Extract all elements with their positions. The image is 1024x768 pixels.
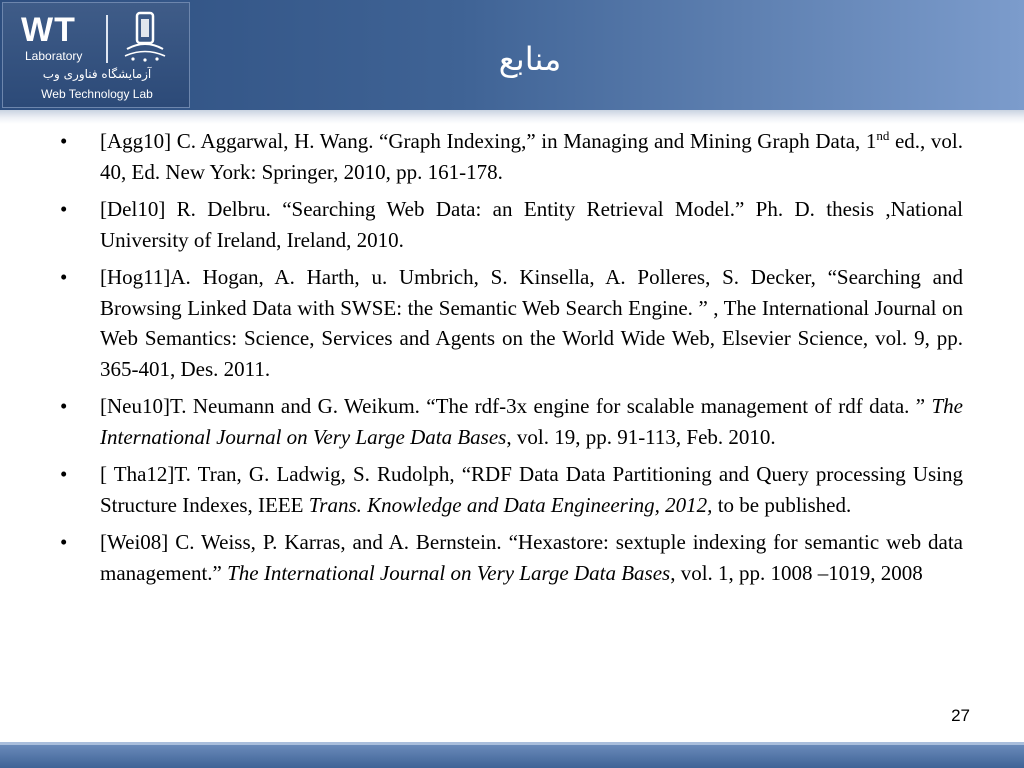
reference-text: The International Journal on Very Large Data Bases xyxy=(227,560,671,585)
reference-item xyxy=(60,194,963,255)
logo-wt-text: WT xyxy=(21,11,76,49)
reference-item xyxy=(60,262,963,384)
reference-item xyxy=(60,126,963,187)
header-shadow xyxy=(0,110,1024,124)
bullet: • xyxy=(60,530,68,554)
logo-persian-name: آزمایشگاه فناوری وب xyxy=(42,67,152,81)
reference-text: nd xyxy=(876,128,890,143)
reference-text: [Del10] R. Delbru. “Searching Web Data: an Entity Retrieval Model.” Ph. D. thesis ,National University of Ireland, Ireland, 2010. xyxy=(100,197,963,252)
reference-text: The International Journal on Very Large Data Bases xyxy=(100,394,963,449)
slide-footer-bar xyxy=(0,742,1024,768)
bullet: • xyxy=(60,197,68,221)
reference-text: ed., vol. 40, Ed. New York: Springer, 2010, pp. 161-178. xyxy=(100,129,963,184)
university-emblem-icon xyxy=(119,9,171,65)
logo-divider xyxy=(106,15,108,63)
bullet: • xyxy=(60,265,68,289)
reference-text: , vol. 19, pp. 91-113, Feb. 2010. xyxy=(506,424,776,449)
reference-text: , vol. 1, pp. 1008 –1019, 2008 xyxy=(670,560,923,585)
reference-item xyxy=(60,527,963,588)
lab-logo xyxy=(2,2,190,108)
logo-english-name: Web Technology Lab xyxy=(41,87,153,101)
slide-header xyxy=(0,0,1024,110)
slide-title: منابع xyxy=(498,40,562,78)
reference-text: to be published. xyxy=(712,492,852,517)
reference-text: [Neu10]T. Neumann and G. Weikum. “The rdf-3x engine for scalable management of rdf data. ” xyxy=(100,394,932,418)
reference-text: [ Tha12]T. Tran, G. Ladwig, S. Rudolph, “RDF Data Data Partitioning and Query processing Using Structure Indexes, IEEE xyxy=(100,462,963,517)
reference-item xyxy=(60,459,963,520)
footer-highlight xyxy=(0,742,1024,745)
reference-item xyxy=(60,391,963,452)
reference-text: Trans. Knowledge and Data Engineering, 2012, xyxy=(308,492,713,517)
reference-text: [Agg10] C. Aggarwal, H. Wang. “Graph Indexing,” in Managing and Mining Graph Data, 1 xyxy=(100,129,877,153)
bullet: • xyxy=(60,462,68,486)
reference-list xyxy=(60,126,963,595)
reference-text: [Wei08] C. Weiss, P. Karras, and A. Bernstein. “Hexastore: sextuple indexing for semantic web data management.” xyxy=(100,530,963,585)
page-number: 27 xyxy=(951,706,970,725)
reference-text: [Hog11]A. Hogan, A. Harth, u. Umbrich, S. Kinsella, A. Polleres, S. Decker, “Searching and Browsing Linked Data with SWSE: the Semantic Web Search Engine. ” , The International Journal on Web Semantics: Science, Services and Agents on the World Wide Web, Elsevier Science, vol. 9, pp. 365-401, Des. 2011. xyxy=(100,265,963,381)
logo-laboratory-text: Laboratory xyxy=(25,49,83,63)
bullet: • xyxy=(60,394,68,418)
bullet: • xyxy=(60,129,68,153)
